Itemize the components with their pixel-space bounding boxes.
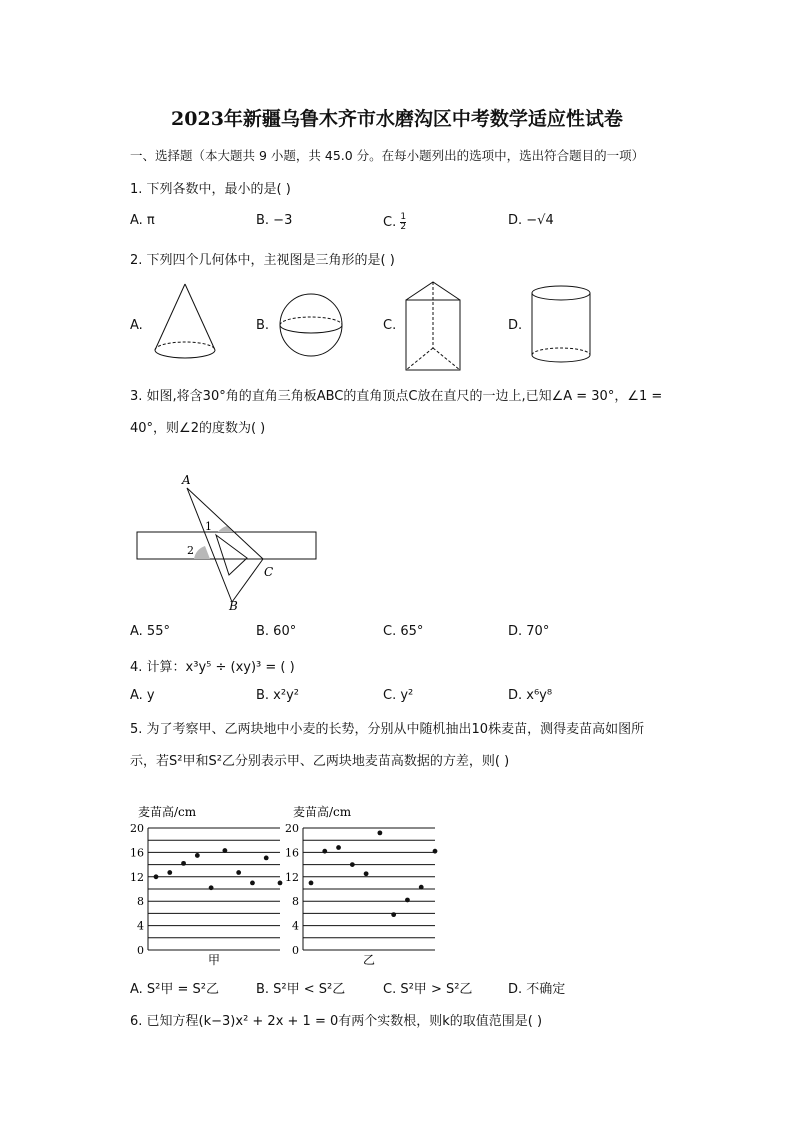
q5-option-b[interactable]: B. S²甲 < S²乙 — [256, 982, 346, 997]
y-axis-label: 麦苗高/cm — [293, 805, 352, 819]
data-point — [350, 862, 355, 867]
question-3-stem-line1: 3. 如图,将含30°角的直角三角板ABC的直角顶点C放在直尺的一边上,已知∠A = 30°，∠1 = — [130, 389, 663, 404]
q5-option-c[interactable]: C. S²甲 > S²乙 — [383, 982, 473, 997]
data-point — [377, 830, 382, 835]
y-tick-label: 4 — [137, 919, 144, 933]
label-angle-2: 2 — [187, 544, 194, 557]
q1-option-c-label: C. — [383, 215, 397, 230]
data-point — [278, 881, 283, 886]
q4-option-c[interactable]: C. y² — [383, 688, 414, 703]
cylinder-icon — [526, 283, 596, 368]
q3-option-d[interactable]: D. 70° — [508, 624, 550, 639]
y-tick-label: 4 — [292, 919, 299, 933]
question-5-stem-line2: 示，若S²甲和S²乙分别表示甲、乙两块地麦苗高数据的方差，则( ) — [130, 754, 510, 769]
y-tick-label: 8 — [292, 895, 299, 909]
q4-option-d[interactable]: D. x⁶y⁸ — [508, 688, 553, 703]
question-5-stem-line1: 5. 为了考察甲、乙两块地中小麦的长势，分别从中随机抽出10株麦苗，测得麦苗高如图所 — [130, 722, 645, 737]
question-1-stem: 1. 下列各数中，最小的是( ) — [130, 182, 291, 197]
q1-option-d[interactable]: D. −√4 — [508, 213, 554, 228]
q3-option-b[interactable]: B. 60° — [256, 624, 297, 639]
y-tick-label: 12 — [285, 870, 299, 884]
data-point — [250, 881, 255, 886]
y-tick-label: 0 — [292, 944, 299, 957]
y-tick-label: 16 — [130, 846, 144, 860]
y-axis-label: 麦苗高/cm — [138, 805, 197, 819]
y-tick-label: 0 — [137, 944, 144, 957]
label-c: C — [264, 565, 274, 579]
fraction-numerator: 1 — [400, 212, 407, 222]
q2-option-a[interactable]: A. — [130, 318, 143, 333]
data-point — [309, 881, 314, 886]
ruler — [137, 532, 316, 559]
q2-option-c[interactable]: C. — [383, 318, 397, 333]
inner-triangle — [216, 535, 247, 575]
x-axis-label: 乙 — [362, 953, 376, 967]
q5-option-d[interactable]: D. 不确定 — [508, 982, 566, 997]
angle-2-mark — [194, 546, 210, 559]
fraction-denominator: 2 — [400, 222, 407, 232]
y-tick-label: 20 — [130, 822, 144, 835]
label-angle-1: 1 — [205, 520, 212, 533]
q1-option-c[interactable] — [383, 213, 406, 232]
question-4-stem: 4. 计算：x³y⁵ ÷ (xy)³ = ( ) — [130, 660, 295, 675]
data-point — [195, 853, 200, 858]
data-point — [336, 845, 341, 850]
x-axis-label: 甲 — [207, 953, 221, 967]
data-point — [391, 912, 396, 917]
data-point — [167, 870, 172, 875]
data-point — [433, 849, 438, 854]
data-point — [364, 871, 369, 876]
label-b: B — [229, 599, 238, 613]
chart-jia — [130, 800, 290, 970]
cone-icon — [150, 280, 220, 360]
data-point — [209, 885, 214, 890]
question-2-stem: 2. 下列四个几何体中，主视图是三角形的是( ) — [130, 253, 395, 268]
sphere-icon — [276, 290, 346, 360]
question-3-stem-line2: 40°，则∠2的度数为( ) — [130, 421, 266, 436]
q3-option-c[interactable]: C. 65° — [383, 624, 424, 639]
question-6-stem: 6. 已知方程(k−3)x² + 2x + 1 = 0有两个实数根，则k的取值范围是( ) — [130, 1014, 543, 1029]
data-point — [181, 861, 186, 866]
data-point — [322, 849, 327, 854]
triangular-prism-icon — [400, 278, 470, 373]
triangle-abc — [187, 488, 263, 602]
y-tick-label: 20 — [285, 822, 299, 835]
fraction — [400, 213, 406, 232]
page-title: 2023年新疆乌鲁木齐市水磨沟区中考数学适应性试卷 — [171, 108, 623, 130]
y-tick-label: 8 — [137, 895, 144, 909]
q2-option-b[interactable]: B. — [256, 318, 270, 333]
data-point — [236, 870, 241, 875]
data-point — [222, 848, 227, 853]
data-point — [419, 885, 424, 890]
q1-option-b[interactable]: B. −3 — [256, 213, 293, 228]
y-tick-label: 12 — [130, 870, 144, 884]
data-point — [405, 898, 410, 903]
q1-option-a[interactable]: A. π — [130, 213, 155, 228]
label-a: A — [182, 473, 191, 487]
q2-option-d[interactable]: D. — [508, 318, 523, 333]
q5-option-a[interactable]: A. S²甲 = S²乙 — [130, 982, 220, 997]
data-point — [264, 855, 269, 860]
chart-yi — [285, 800, 445, 970]
q4-option-a[interactable]: A. y — [130, 688, 155, 703]
q4-option-b[interactable]: B. x²y² — [256, 688, 299, 703]
section-header: 一、选择题（本大题共 9 小题，共 45.0 分。在每小题列出的选项中，选出符合题目的一项） — [130, 148, 645, 163]
q3-figure — [130, 470, 330, 620]
q3-option-a[interactable]: A. 55° — [130, 624, 170, 639]
data-point — [154, 874, 159, 879]
y-tick-label: 16 — [285, 846, 299, 860]
